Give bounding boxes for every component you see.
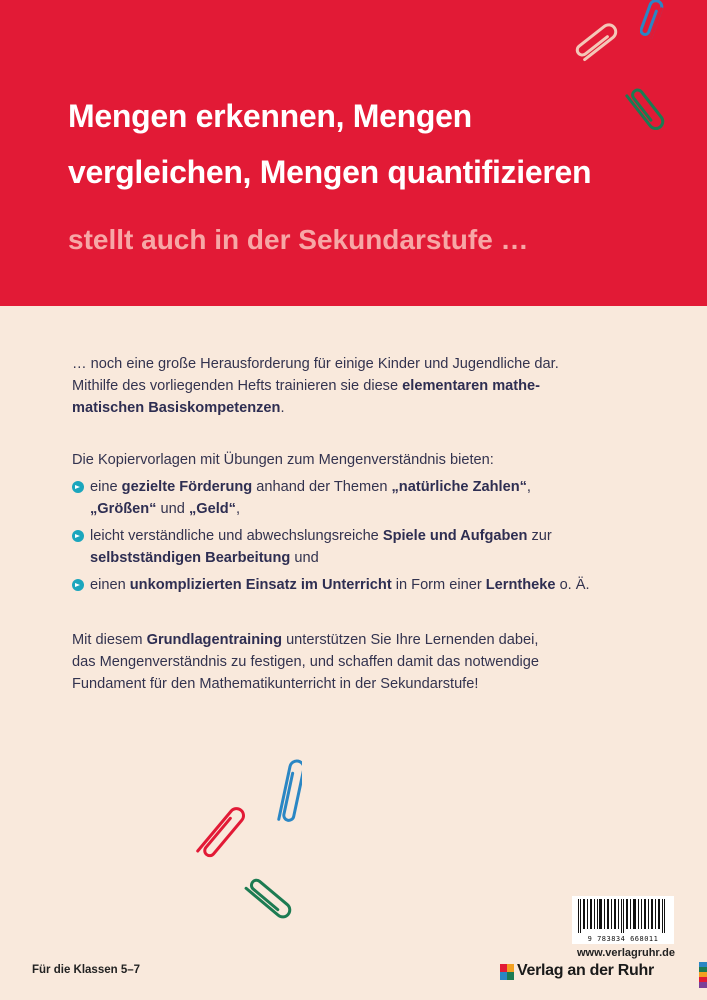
- intro-emphasis: matischen Basiskompetenzen: [72, 400, 281, 416]
- barcode-icon: [572, 896, 674, 944]
- paperclip-icon: [616, 88, 666, 140]
- list-emphasis: gezielte Förderung: [121, 479, 253, 495]
- headline: [68, 88, 688, 200]
- intro-line: … noch eine große Herausforderung für einige Kinder und Jugendliche dar.: [72, 356, 559, 372]
- intro-line: [72, 375, 652, 397]
- publisher-logo: [500, 962, 680, 984]
- list-item: [72, 476, 652, 520]
- list-item-line: [90, 525, 652, 547]
- list-text: leicht verständliche und abwechslungsreiche: [90, 528, 383, 544]
- feature-list: [72, 476, 652, 601]
- list-emphasis: „natürliche Zahlen“: [391, 479, 527, 495]
- paperclip-icon: [640, 0, 674, 42]
- headline-line-1: Mengen erkennen, Mengen: [68, 98, 472, 134]
- list-emphasis: selbstständigen Bearbeitung: [90, 550, 291, 566]
- closing-line: Fundament für den Mathematikunterricht in der Sekundarstufe!: [72, 676, 479, 692]
- list-item-line: [90, 476, 652, 498]
- header-banner: [0, 0, 707, 306]
- list-text: eine: [90, 479, 122, 495]
- color-stripes-icon: [699, 962, 707, 988]
- intro-paragraph: [72, 353, 652, 419]
- intro-line: [72, 397, 652, 419]
- paperclip-icon: [188, 796, 246, 860]
- intro-text: .: [280, 400, 285, 416]
- list-text: in Form einer: [391, 577, 486, 593]
- paperclip-icon: [572, 18, 632, 74]
- list-emphasis: „Geld“: [188, 501, 236, 517]
- arrow-bullet-icon: [72, 530, 84, 542]
- list-text: anhand der Themen: [252, 479, 392, 495]
- list-text: ,: [526, 479, 531, 495]
- list-item-line: [90, 574, 652, 596]
- list-item-line: [90, 547, 652, 569]
- closing-text: unterstützen Sie Ihre Lernenden dabei,: [282, 632, 539, 648]
- list-text: zur: [527, 528, 552, 544]
- list-emphasis: Lerntheke: [485, 577, 556, 593]
- barcode-number: 9 783834 668011: [587, 935, 659, 943]
- closing-line: das Mengenverständnis zu festigen, und schaffen damit das notwendige: [72, 654, 540, 670]
- closing-line: [72, 629, 652, 651]
- closing-emphasis: Grundlagentraining: [146, 632, 283, 648]
- list-item: [72, 574, 652, 596]
- publisher-url[interactable]: www.verlagruhr.de: [576, 947, 675, 959]
- list-text: o. Ä.: [555, 577, 590, 593]
- publisher-name: Verlag an der Ruhr: [517, 962, 654, 979]
- intro-emphasis: elementaren mathe-: [402, 378, 541, 394]
- arrow-bullet-icon: [72, 579, 84, 591]
- list-emphasis: Spiele und Aufgaben: [382, 528, 528, 544]
- closing-paragraph: [72, 629, 652, 695]
- subline: stellt auch in der Sekundarstufe …: [68, 224, 529, 255]
- paperclip-icon: [236, 876, 296, 934]
- list-item-line: [90, 498, 652, 520]
- intro-text: Mithilfe des vorliegenden Hefts trainieren sie diese: [72, 378, 403, 394]
- arrow-bullet-icon: [72, 481, 84, 493]
- publisher-logo-icon: [500, 964, 514, 980]
- list-text: und: [290, 550, 319, 566]
- list-emphasis: „Größen“: [90, 501, 157, 517]
- list-text: einen: [90, 577, 130, 593]
- list-text: ,: [235, 501, 241, 517]
- barcode-bars: [572, 896, 674, 936]
- paperclip-icon: [268, 756, 302, 824]
- closing-text: Mit diesem: [72, 632, 147, 648]
- list-intro: Die Kopiervorlagen mit Übungen zum Mengenverständnis bieten:: [72, 452, 494, 468]
- list-emphasis: unkomplizierten Einsatz im Unterricht: [129, 577, 392, 593]
- list-item: [72, 525, 652, 569]
- list-text: und: [156, 501, 189, 517]
- headline-line-2: vergleichen, Mengen quantifizieren: [68, 154, 592, 190]
- grade-level: Für die Klassen 5–7: [32, 964, 141, 976]
